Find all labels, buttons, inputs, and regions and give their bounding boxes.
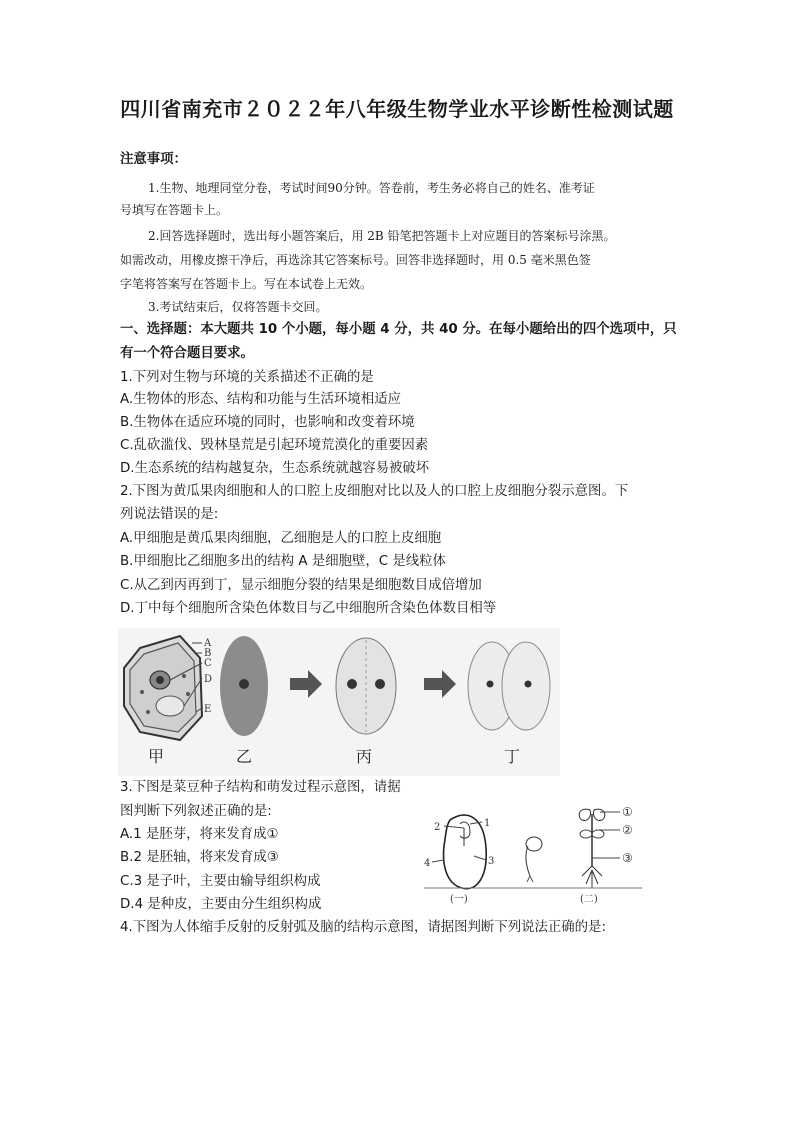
question-option: B.2 是胚轴，将来发育成③ [120, 850, 279, 865]
dividing-cell-diagram [336, 638, 396, 734]
question-option: D.丁中每个细胞所含染色体数目与乙中细胞所含染色体数目相等 [120, 601, 497, 616]
notice-line: 如需改动，用橡皮擦干净后，再选涂其它答案标号。回答非选择题时，用 0.5 毫米黑色签 [120, 253, 591, 267]
question-option: D.4 是种皮，主要由分生组织构成 [120, 897, 322, 912]
notice-heading: 注意事项： [120, 152, 187, 167]
seedling-diagram [579, 809, 620, 888]
question-stem: 图判断下列叙述正确的是: [120, 804, 272, 819]
seed-label-2: 2 [434, 822, 441, 833]
notice-line: 1.生物、地理同堂分卷，考试时间90分钟。答卷前，考生务必将自己的姓名、准考证 [148, 181, 595, 195]
section-heading: 一、选择题：本大题共 10 个小题，每小题 4 分，共 40 分。在每小题给出的四个选项中，只 [120, 322, 677, 337]
notice-line: 号填写在答题卡上。 [120, 203, 229, 217]
animal-cell-diagram [220, 636, 268, 736]
question-option: A.1 是胚芽，将来发育成① [120, 827, 279, 842]
question-stem: 列说法错误的是: [120, 507, 219, 522]
seed-label-4: 4 [424, 858, 431, 869]
question-stem: 2.下图为黄瓜果肉细胞和人的口腔上皮细胞对比以及人的口腔上皮细胞分裂示意图。下 [120, 484, 629, 499]
notice-line: 2.回答选择题时，选出每小题答案后，用 2B 铅笔把答题卡上对应题目的答案标号涂黑。 [148, 229, 616, 243]
label-C: C [204, 658, 212, 669]
question-option: A.甲细胞是黄瓜果肉细胞，乙细胞是人的口腔上皮细胞 [120, 531, 442, 546]
question-stem: 1.下列对生物与环境的关系描述不正确的是 [120, 370, 374, 385]
page-title: 四川省南充市２０２２年八年级生物学业水平诊断性检测试题 [120, 97, 674, 121]
question-option: D.生态系统的结构越复杂，生态系统就越容易被破坏 [120, 461, 430, 476]
label-B: B [204, 648, 212, 659]
seed-label-1: 1 [484, 818, 491, 829]
caption-jia: 甲 [148, 747, 165, 766]
notice-line: 字笔将答案写在答题卡上。写在本试卷上无效。 [120, 277, 373, 291]
caption-bing: 丙 [356, 747, 373, 766]
seed-caption-2: (二) [580, 894, 598, 905]
plant-label-3: ③ [622, 851, 633, 865]
caption-ding: 丁 [504, 747, 521, 766]
question-option: B.生物体在适应环境的同时，也影响和改变着环境 [120, 415, 415, 430]
sprouting-seed-diagram [526, 837, 542, 882]
question-option: C.3 是子叶，主要由输导组织构成 [120, 874, 321, 889]
question-option: B.甲细胞比乙细胞多出的结构 A 是细胞壁，C 是线粒体 [120, 554, 446, 569]
section-heading: 有一个符合题目要求。 [120, 346, 254, 361]
plant-label-1: ① [622, 805, 633, 819]
question-option: C.从乙到丙再到丁，显示细胞分裂的结果是细胞数目成倍增加 [120, 578, 482, 593]
plant-label-2: ② [622, 823, 633, 837]
seed-germination-figure [420, 800, 650, 906]
question-option: A.生物体的形态、结构和功能与生活环境相适应 [120, 392, 401, 407]
seed-label-3: 3 [488, 856, 495, 867]
question-option: C.乱砍滥伐、毁林垦荒是引起环境荒漠化的重要因素 [120, 438, 429, 453]
label-A: A [204, 638, 212, 649]
seed-caption-1: (一) [450, 894, 468, 905]
cell-division-figure [118, 628, 560, 776]
question-stem: 3.下图是菜豆种子结构和萌发过程示意图，请据 [120, 780, 401, 795]
label-E: E [204, 704, 212, 715]
label-D: D [204, 674, 213, 685]
question-stem: 4.下图为人体缩手反射的反射弧及脑的结构示意图，请据图判断下列说法正确的是: [120, 920, 606, 935]
caption-yi: 乙 [236, 747, 253, 766]
notice-line: 3.考试结束后，仅将答题卡交回。 [148, 300, 328, 314]
daughter-cells-diagram [468, 642, 550, 730]
